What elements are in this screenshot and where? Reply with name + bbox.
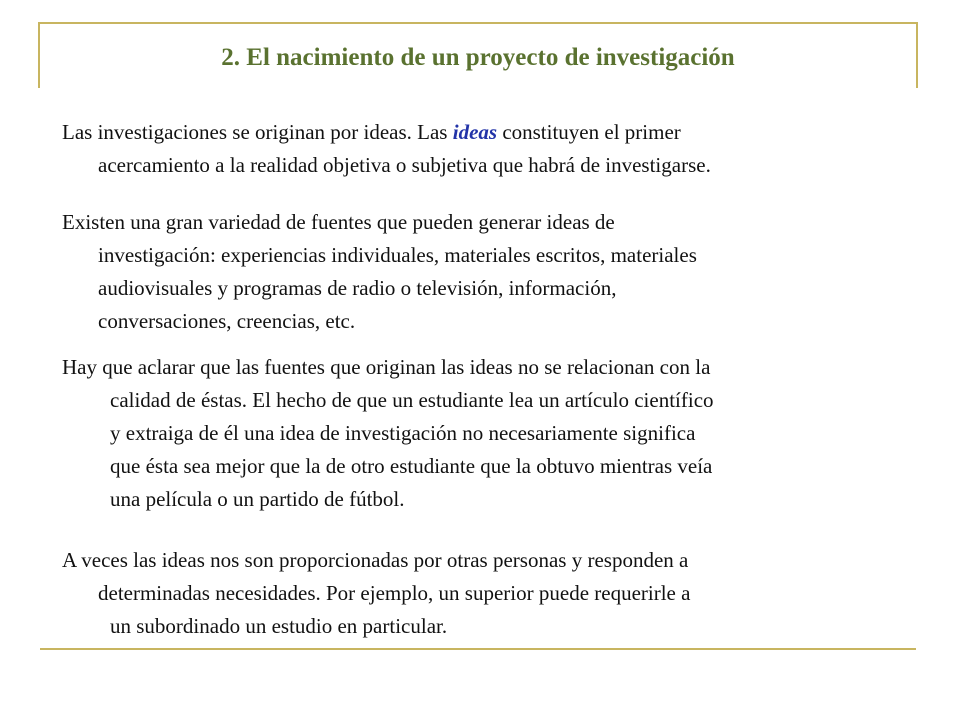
ideas-emphasis: ideas <box>452 120 498 144</box>
paragraph-line: una película o un partido de fútbol. <box>110 487 405 511</box>
paragraph-line: Existen una gran variedad de fuentes que pueden generar ideas de <box>62 210 615 234</box>
paragraph-line: y extraiga de él una idea de investigación no necesariamente significa <box>110 421 696 445</box>
text-run: Las investigaciones se originan por ideas. Las <box>62 120 453 144</box>
paragraph-line: Hay que aclarar que las fuentes que originan las ideas no se relacionan con la <box>62 355 711 379</box>
text-run: constituyen el primer <box>497 120 681 144</box>
paragraph-sources-of-ideas <box>62 206 894 338</box>
paragraph-line: que ésta sea mejor que la de otro estudiante que la obtuvo mientras veía <box>110 454 713 478</box>
slide-title: 2. El nacimiento de un proyecto de investigación <box>221 44 735 71</box>
paragraph-line: calidad de éstas. El hecho de que un estudiante lea un artículo científico <box>110 388 714 412</box>
paragraph-line: A veces las ideas nos son proporcionadas por otras personas y responden a <box>62 548 689 572</box>
paragraph-line: acercamiento a la realidad objetiva o subjetiva que habrá de investigarse. <box>98 153 711 177</box>
frame-right-border <box>916 22 918 88</box>
paragraph-line: audiovisuales y programas de radio o televisión, información, <box>98 276 617 300</box>
paragraph-ideas-from-others <box>62 544 894 643</box>
frame-bottom-border <box>40 648 916 650</box>
paragraph-quality-of-ideas <box>62 351 894 516</box>
paragraph-line: un subordinado un estudio en particular. <box>110 614 448 638</box>
paragraph-origin-of-ideas <box>62 116 894 182</box>
paragraph-line: conversaciones, creencias, etc. <box>98 309 356 333</box>
paragraph-line: determinadas necesidades. Por ejemplo, un superior puede requerirle a <box>98 581 691 605</box>
paragraph-line: investigación: experiencias individuales, materiales escritos, materiales <box>98 243 697 267</box>
paragraph-line <box>62 116 894 149</box>
frame-top-border <box>38 22 918 24</box>
